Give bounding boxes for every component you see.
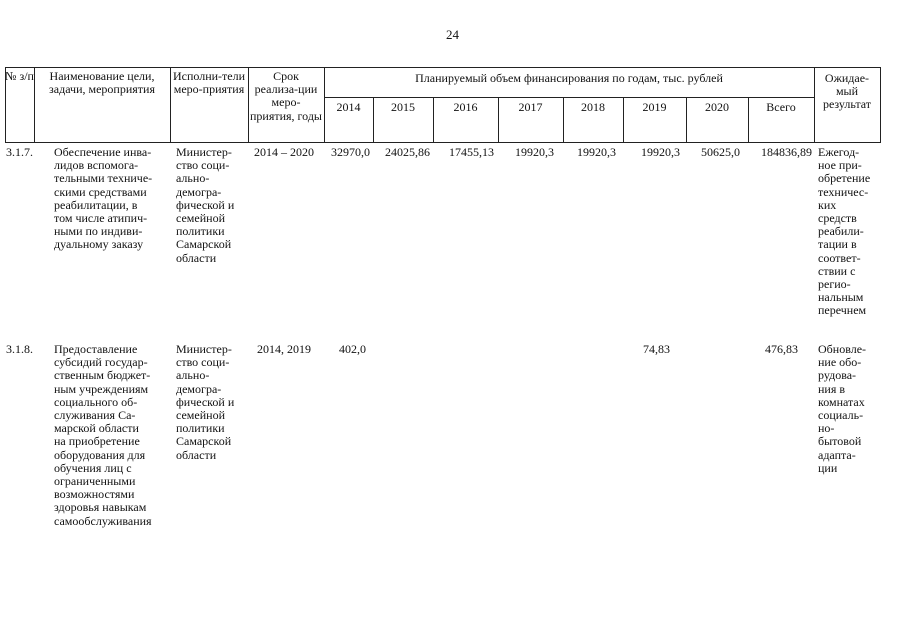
text-line: но- [818,421,835,436]
value-total: 476,83 [765,342,798,356]
text-line: реабили- [818,224,864,239]
text-line: здоровья навыкам [54,500,147,515]
text-line: бытовой [818,434,862,449]
text-line: ство соци- [176,355,230,370]
text-line: рудова- [818,368,857,383]
header-financing: Планируемый объем финансирования по годам, тыс. рублей [415,71,723,85]
text-line: ограниченными [54,474,136,489]
text-line: лидов вспомога- [54,158,139,173]
row-name [54,146,167,252]
header-year-2017: 2017 [518,100,543,114]
text-line: ное при- [818,158,862,173]
page-number: 24 [446,27,459,42]
text-line: демогра- [176,184,222,199]
text-line: регио- [818,277,851,292]
text-line: социаль- [818,408,864,423]
text-line: субсидий государ- [54,355,148,370]
text-line: Самарской [176,434,232,449]
text-line: оборудования для [54,447,146,462]
text-line: Обновле- [818,342,867,356]
text-line: ции [818,460,838,475]
text-line: тации в [818,237,857,252]
value-total: 184836,89 [761,145,812,159]
value-2015: 24025,86 [385,145,430,159]
value-2019: 74,83 [643,342,670,356]
year-subheader-rule [324,97,814,98]
text-line: средств [818,211,857,226]
value-2017: 19920,3 [515,145,554,159]
value-2014: 402,0 [339,342,366,356]
text-line: скими средствами [54,184,147,199]
value-2020: 50625,0 [701,145,740,159]
row-executors [176,146,244,265]
row-result [818,343,880,475]
text-line: служивания Са- [54,408,136,423]
text-line: ально- [176,368,210,383]
header-year-2016: 2016 [453,100,478,114]
value-2014: 32970,0 [331,145,370,159]
text-line: том числе атипич- [54,211,148,226]
text-line: Обеспечение инва- [54,145,152,159]
header-year-2019: 2019 [642,100,667,114]
header-year-2015: 2015 [391,100,415,114]
col-rule [248,67,249,143]
text-line: соответ- [818,250,861,265]
row-name [54,343,167,528]
text-line: на приобретение [54,434,140,449]
text-line: Министер- [176,342,232,356]
text-line: дуальному заказу [54,237,144,252]
text-line: самообслуживания [54,513,152,528]
text-line: обретение [818,171,871,186]
text-line: семейной [176,408,225,423]
row-executors [176,343,244,462]
text-line: ально- [176,171,210,186]
text-line: политики [176,224,225,239]
col-rule [814,67,815,143]
text-line: Предоставление [54,342,138,356]
text-line: фической и [176,394,235,409]
header-year-2020: 2020 [705,100,729,114]
text-line: демогра- [176,381,222,396]
text-line: обучения лиц с [54,460,132,475]
table-top-border [5,67,880,68]
text-line: социального об- [54,394,138,409]
header-result: Ожидае-мый результат [822,71,872,112]
header-year-2014: 2014 [336,100,361,114]
row-num: 3.1.8. [6,342,33,356]
text-line: ным учреждениям [54,381,149,396]
text-line: области [176,447,217,462]
text-line: ствии с [818,263,856,278]
text-line: ние обо- [818,355,862,370]
text-line: марской области [54,421,139,436]
text-line: ными по индиви- [54,224,143,239]
header-num: № з/п [5,69,34,83]
text-line: нальным [818,290,864,305]
text-line: тельными техниче- [54,171,153,186]
text-line: фической и [176,197,235,212]
text-line: адапта- [818,447,856,462]
header-name: Наименование цели, задачи, мероприятия [49,69,155,97]
header-year-2018: 2018 [581,100,605,114]
value-2019: 19920,3 [641,145,680,159]
row-num: 3.1.7. [6,145,33,159]
row-term: 2014 – 2020 [254,145,314,159]
row-result [818,146,880,318]
text-line: политики [176,421,225,436]
text-line: Самарской [176,237,232,252]
text-line: ния в [818,381,846,396]
text-line: ких [818,197,837,212]
text-line: реабилитации, в [54,197,138,212]
text-line: комнатах [818,394,865,409]
text-line: Министер- [176,145,232,159]
text-line: Ежегод- [818,145,860,159]
text-line: ственным бюджет- [54,368,151,383]
header-executors: Исполни-тели меро-приятия [172,69,246,97]
value-2016: 17455,13 [449,145,494,159]
text-line: семейной [176,211,225,226]
value-2018: 19920,3 [577,145,616,159]
text-line: перечнем [818,303,867,318]
text-line: области [176,250,217,265]
col-rule [880,67,881,143]
header-term: Срок реализа-ции меро-приятия, годы [250,69,322,123]
text-line: техничес- [818,184,869,199]
text-line: ство соци- [176,158,230,173]
col-rule [34,67,35,143]
header-total: Всего [766,100,796,114]
text-line: возможностями [54,487,135,502]
col-rule [170,67,171,143]
row-term: 2014, 2019 [257,342,311,356]
